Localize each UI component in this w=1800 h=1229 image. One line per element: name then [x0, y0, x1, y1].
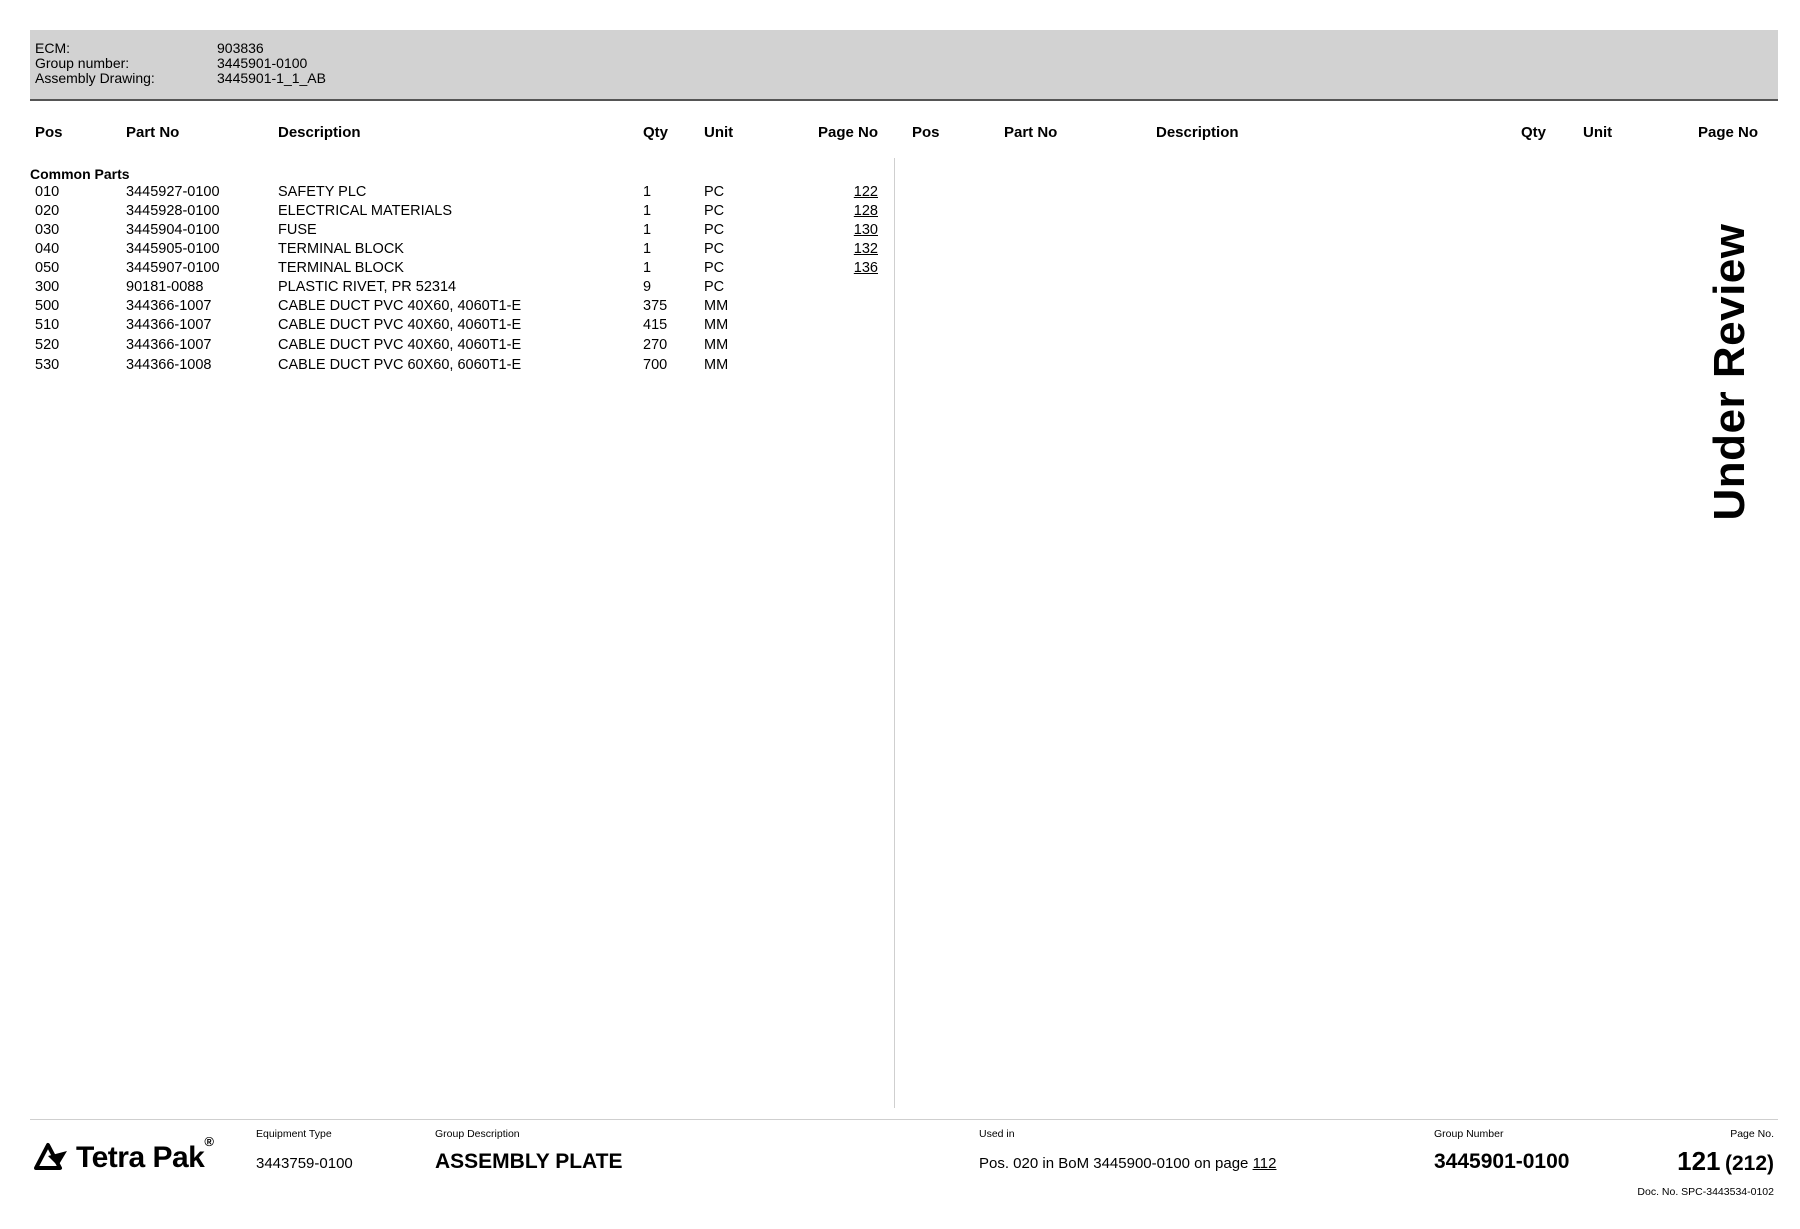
row-page-link[interactable]: 136: [853, 260, 878, 276]
row-part-no: 3445928-0100: [126, 203, 220, 219]
row-part-no: 344366-1007: [126, 337, 212, 353]
row-description: CABLE DUCT PVC 60X60, 6060T1-E: [278, 357, 522, 373]
row-unit: PC: [704, 203, 725, 219]
group-number-value: 3445901-0100: [217, 55, 308, 71]
row-pos: 010: [35, 184, 60, 200]
group-number-footer-label: Group Number: [1434, 1128, 1504, 1140]
col-header-page-no: Page No: [817, 124, 878, 141]
row-qty: 1: [643, 203, 652, 219]
table-row: [0, 184, 900, 203]
page-number: [1677, 1146, 1774, 1177]
col-header-page-no-right: Page No: [1697, 124, 1758, 141]
brand-name: [76, 1134, 214, 1175]
col-header-qty-right: Qty: [1521, 124, 1547, 141]
row-qty: 700: [643, 357, 668, 373]
registered-mark: ®: [204, 1134, 214, 1149]
page-no-label: Page No.: [1730, 1128, 1774, 1140]
used-in-page-link[interactable]: 112: [1252, 1155, 1277, 1172]
group-description-label: Group Description: [435, 1128, 520, 1140]
col-header-unit-right: Unit: [1583, 124, 1613, 141]
row-part-no: 3445927-0100: [126, 184, 220, 200]
row-unit: MM: [704, 317, 729, 333]
row-unit: PC: [704, 279, 725, 295]
row-description: SAFETY PLC: [278, 184, 367, 200]
col-header-qty: Qty: [643, 124, 669, 141]
group-description-value: ASSEMBLY PLATE: [435, 1150, 623, 1173]
used-in-label: Used in: [979, 1128, 1015, 1140]
row-description: CABLE DUCT PVC 40X60, 4060T1-E: [278, 298, 522, 314]
col-header-description-right: Description: [1156, 124, 1239, 141]
row-part-no: 3445904-0100: [126, 222, 220, 238]
used-in-value: [979, 1155, 1276, 1172]
row-part-no: 3445907-0100: [126, 260, 220, 276]
row-description: CABLE DUCT PVC 40X60, 4060T1-E: [278, 337, 522, 353]
row-unit: PC: [704, 241, 725, 257]
row-part-no: 344366-1007: [126, 317, 212, 333]
row-part-no: 344366-1007: [126, 298, 212, 314]
assembly-drawing-value: 3445901-1_1_AB: [217, 70, 326, 86]
row-qty: 1: [643, 184, 652, 200]
row-unit: MM: [704, 298, 729, 314]
row-qty: 375: [643, 298, 668, 314]
col-header-part-no: Part No: [126, 124, 180, 141]
row-qty: 1: [643, 222, 652, 238]
used-in-text: Pos. 020 in BoM 3445900-0100 on page: [979, 1155, 1249, 1172]
row-pos: 500: [35, 298, 60, 314]
row-page-link[interactable]: 128: [853, 203, 878, 219]
row-unit: MM: [704, 357, 729, 373]
doc-number: Doc. No. SPC-3443534-0102: [1637, 1186, 1774, 1198]
row-qty: 9: [643, 279, 652, 295]
row-page-link[interactable]: 122: [853, 184, 878, 200]
footer-divider: [30, 1119, 1778, 1120]
equipment-type-label: Equipment Type: [256, 1128, 332, 1140]
row-description: TERMINAL BLOCK: [278, 241, 404, 257]
under-review-watermark: Under Review: [1705, 223, 1754, 521]
table-row: [0, 357, 900, 376]
row-description: CABLE DUCT PVC 40X60, 4060T1-E: [278, 317, 522, 333]
assembly-drawing-label: Assembly Drawing:: [35, 70, 155, 86]
col-header-description: Description: [278, 124, 361, 141]
row-pos: 040: [35, 241, 60, 257]
row-qty: 415: [643, 317, 668, 333]
tetra-pak-logo-icon: [34, 1142, 68, 1175]
row-page-link[interactable]: 130: [853, 222, 878, 238]
col-header-pos-right: Pos: [912, 124, 940, 141]
table-row: [0, 298, 900, 317]
col-header-part-no-right: Part No: [1004, 124, 1058, 141]
table-row: [0, 222, 900, 241]
row-unit: MM: [704, 337, 729, 353]
row-description: PLASTIC RIVET, PR 52314: [278, 279, 457, 295]
row-pos: 300: [35, 279, 60, 295]
column-divider: [894, 158, 895, 1108]
row-qty: 1: [643, 260, 652, 276]
ecm-value: 903836: [217, 40, 264, 56]
row-unit: PC: [704, 260, 725, 276]
row-qty: 1: [643, 241, 652, 257]
row-part-no: 90181-0088: [126, 279, 204, 295]
ecm-label: ECM:: [35, 40, 70, 56]
page-total: (212): [1724, 1152, 1774, 1175]
row-qty: 270: [643, 337, 668, 353]
page-no-value: 121: [1677, 1146, 1721, 1176]
row-unit: PC: [704, 184, 725, 200]
table-row: [0, 241, 900, 260]
equipment-type-value: 3443759-0100: [256, 1155, 353, 1172]
row-pos: 520: [35, 337, 60, 353]
row-description: TERMINAL BLOCK: [278, 260, 404, 276]
row-pos: 030: [35, 222, 60, 238]
table-row: [0, 317, 900, 336]
brand-name-text: Tetra Pak: [76, 1141, 205, 1174]
header-band: [30, 30, 1778, 101]
section-title: Common Parts: [30, 166, 130, 182]
row-part-no: 3445905-0100: [126, 241, 220, 257]
row-description: FUSE: [278, 222, 317, 238]
row-pos: 510: [35, 317, 60, 333]
col-header-unit: Unit: [704, 124, 734, 141]
row-pos: 020: [35, 203, 60, 219]
table-row: [0, 279, 900, 298]
row-page-link[interactable]: 132: [853, 241, 878, 257]
table-row: [0, 337, 900, 356]
brand-logo: [34, 1134, 214, 1176]
row-description: ELECTRICAL MATERIALS: [278, 203, 453, 219]
row-unit: PC: [704, 222, 725, 238]
row-pos: 530: [35, 357, 60, 373]
table-row: [0, 260, 900, 279]
group-number-label: Group number:: [35, 55, 130, 71]
col-header-pos: Pos: [35, 124, 63, 141]
row-pos: 050: [35, 260, 60, 276]
group-number-footer-value: 3445901-0100: [1434, 1150, 1570, 1173]
row-part-no: 344366-1008: [126, 357, 212, 373]
table-row: [0, 203, 900, 222]
